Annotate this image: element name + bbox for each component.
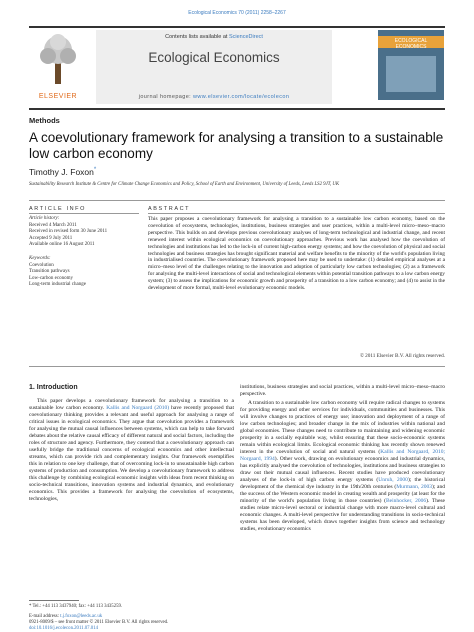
cover-image [386,56,436,92]
cover-title: ECOLOGICAL ECONOMICS [394,38,428,50]
homepage-link[interactable]: www.elsevier.com/locate/ecolecon [193,94,290,100]
email-link[interactable]: t.j.foxon@leeds.ac.uk [60,614,103,619]
intro-text: ). Other work, drawing on evolutionary economics and industrial dynamics, has explicitly analysed the coevolution of technologies, institutions and business strategies to draw out their mutual causal influences. Recent studies have produced coevolutionary analyses of the lock-in of high carbon energy systems ( [240,456,445,483]
intro-paragraph [29,398,234,503]
intro-text: This paper develops a coevolutionary framework for analysing a transition to a sustainable low carbon economy. [29,398,234,411]
divider-bottom [29,366,445,367]
citation-link[interactable]: Unruh, 2000 [378,477,408,483]
keywords-heading: Keywords: [29,255,51,261]
doi-link[interactable]: doi:10.1016/j.ecolecon.2011.07.014 [29,626,98,631]
intro-right-column [240,384,445,533]
citation-link[interactable]: Kallis and Norgaard, 2010; Norgaard, 1994 [240,449,445,462]
front-matter-info [29,614,234,632]
history-heading: Article history: [29,216,60,221]
journal-cover-thumbnail [378,30,444,100]
keyword-item: Coevolution [29,262,54,268]
tree-icon [36,32,80,86]
article-info-label: ARTICLE INFO [29,206,86,212]
journal-homepage [96,94,332,100]
intro-text: ). These studies relate micro-level sectoral or industrial change with more macro-level cultural and economic changes. A multi-level perspective for understanding transitions in socio-technical systems has been developed, which draws together insights from science and technology studies, evolutionary economics [240,498,445,532]
citation-link[interactable]: Kallis and Norgaard (2010) [106,405,170,411]
publisher-logo-text: ELSEVIER [38,93,78,100]
contents-prefix: Contents lists available at [165,34,229,40]
journal-header-box [96,30,332,104]
author-name: Timothy J. Foxon [29,167,94,177]
header-bottom-rule [29,108,445,110]
footnote-rule [29,600,79,601]
history-item: Available online 16 August 2011 [29,242,95,248]
article-title: A coevolutionary framework for analysing a transition to a sustainable low carbon economy [29,130,444,161]
sciencedirect-link[interactable]: ScienceDirect [228,34,263,40]
journal-citation: Ecological Economics 70 (2011) 2258–2267 [188,10,286,16]
divider-top [29,200,445,201]
history-item: Accepted 9 July 2011 [29,235,73,241]
article-section: Methods [29,116,60,125]
journal-title: Ecological Economics [148,50,280,65]
author-affiliation: Sustainability Research Institute & Centre for Climate Change Economics and Policy, School of Earth and Environment, University of Leeds, Leeds LS2 9JT, UK [29,182,340,187]
homepage-prefix: journal homepage: [138,94,194,100]
info-rule [29,213,139,214]
intro-left-column [29,398,234,503]
author-footnote-mark[interactable]: * [93,167,97,174]
intro-text: ); and the success of the Western economic model in creating wealth and prosperity (at least for the minority of the world's population living in those countries) ( [240,484,445,504]
keyword-item: Long-term industrial change [29,282,86,288]
contents-line [96,34,332,40]
keyword-item: Low-carbon economy [29,275,74,281]
elsevier-logo [30,30,86,100]
email-label: E-mail address: [29,614,61,619]
intro-text: ); the historical development of the chemical dye industry in the 19th/20th centuries ( [240,477,445,490]
citation-link[interactable]: Beinhocker, 2006 [385,498,427,504]
intro-paragraph [240,400,445,533]
author-footnote [29,604,234,610]
header-top-rule [29,26,445,28]
article-info [29,216,139,289]
history-item: Received 4 March 2011 [29,222,77,228]
author-line [29,167,96,177]
footnote-contact: * Tel.: +44 113 3437940; fax: +44 113 3435259. [29,604,123,609]
keyword-item: Transition pathways [29,269,70,275]
intro-paragraph: institutions, business strategies and social practices, within a multi-level micro–meso–macro perspective. [240,384,445,397]
citation-link[interactable]: Murmann, 2003 [396,484,432,490]
abstract-text: This paper proposes a coevolutionary framework for analysing a transition to a sustainable low carbon economy, based on the coevolution of ecosystems, technologies, institutions, business strategies and user practices, within a multi-level micro–meso–macro perspective. This builds on and develops previous coevolutionary analyses of long-term technological and industrial change, and recent renewed interest within ecological economics on coevolutionary approaches. Previous work has analysed how the coevolution of technologies and institutions has led to the lock-in of current high-carbon energy systems; and how the coevolution of physical and social technologies and business strategies has brought significant material and welfare benefits to the minority of the world's population living in industrialised countries. The coevolutionary framework proposed here may be used to undertake: (1) detailed empirical analyses at a micro–meso level of the challenges relating to the innovation and adoption of particularly low carbon technologies; (2) as a framework for analysing the multi-level interactions of social and technological elements within potential transition pathways to a low carbon energy system; (3) to assess the implications for economic growth and prosperity of a transition to a low carbon economy; and (4) to assist in the development of more formal, multi-level evolutionary economic models. [148,216,445,292]
abstract-rule [148,213,445,214]
intro-heading: 1. Introduction [29,384,78,391]
issn-line: 0921-8009/$ – see front matter © 2011 Elsevier B.V. All rights reserved. [29,620,169,625]
abstract-copyright: © 2011 Elsevier B.V. All rights reserved. [359,353,445,359]
intro-text: A transition to a sustainable low carbon economy will require radical changes to systems for providing energy and other services for individuals, communities and businesses. This will involve changes to practices of energy use; innovation and deployment of a range of low carbon technologies; and broader change in the mix of industries within national and global economies. These changes need to contribute to maintaining and widening economic prosperity in a socially equitable way, whilst ensuring that these socio-economic systems remain within ecological limits. Ecological economic thinking has recently shown renewed interest in the coevolution of social and natural systems ( [240,400,445,455]
intro-text: have recently proposed that coevolutionary thinking provides a relevant and useful approach for analysing a range of critical issues in ecological economics. They argue that coevolution provides a framework for analysing the mutual causal influences between systems, which can help to take forward debates about the relative causal efficacy of different natural and social factors, including the roles of structure and agency. Furthermore, they contend that a coevolutionary approach can usefully bridge the traditional concerns of ecological economics and other intellectual streams, which can provide rich and complementary insights. Our framework exemplifies this in relation to one key challenge, that of overcoming lock-in to unsustainable high carbon systems of production and consumption. We develop a coevolutionary framework to address this challenge by combining ecological economic insights with ideas from recent thinking on socio-technical transitions, innovation systems and industrial dynamics, and evolutionary economics. This provides a framework for analysing the coevolution of ecosystems, technologies, [29,405,234,502]
history-item: Received in revised form 30 June 2011 [29,229,108,235]
abstract-label: ABSTRACT [148,206,191,212]
